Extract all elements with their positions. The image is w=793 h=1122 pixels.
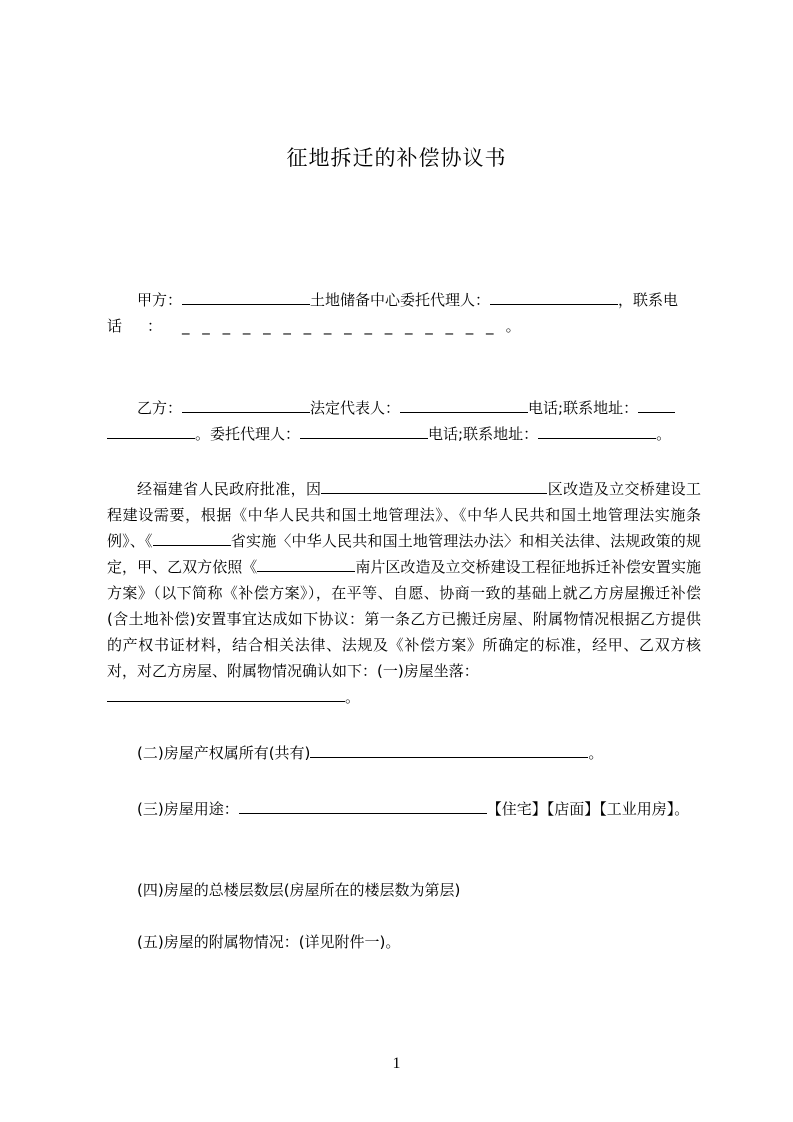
party-a-paragraph (107, 287, 701, 339)
item-2-label: (二)房屋产权属所有(共有) (137, 744, 311, 762)
item-4-text: (四)房屋的总楼层数层(房屋所在的楼层数为第层) (137, 881, 461, 899)
item-2-end: 。 (588, 744, 604, 762)
party-a-phone-word-end: 话 (107, 317, 123, 335)
item-3-paragraph (107, 796, 701, 822)
ownership-blank (310, 740, 588, 758)
party-b-addr2-blank (538, 421, 656, 439)
party-b-addr-blank-cont (107, 421, 195, 439)
party-b-agent-blank (300, 421, 428, 439)
party-a-phone-colon: ： (147, 317, 163, 335)
usage-blank (239, 796, 487, 814)
party-b-end: 。 (656, 425, 672, 443)
item-5-text: (五)房屋的附属物情况：(详见附件一)。 (137, 933, 401, 951)
party-b-name-blank (182, 395, 310, 413)
location-blank (107, 684, 345, 702)
party-b-addr-blank (638, 395, 675, 413)
party-b-agent-label: 。委托代理人： (195, 425, 301, 443)
body-text-5: 。 (345, 688, 361, 706)
party-b-paragraph (107, 395, 701, 447)
item-2-paragraph (107, 740, 701, 766)
party-b-label: 乙方： (137, 399, 183, 417)
party-a-end: 。 (505, 317, 521, 335)
district-blank (321, 476, 547, 494)
item-3-options: 【住宅】【店面】【工业用房】。 (486, 800, 690, 818)
party-a-phone-label: ，联系电 (618, 291, 679, 309)
body-text-3: 省实施〈中华人民共和国土地管理法办法〉和相关法律、法规政策的规定，甲、乙双方依照《 (107, 532, 701, 576)
item-5-paragraph (107, 929, 701, 955)
body-text-1: 经福建省人民政府批准，因 (137, 480, 322, 498)
item-4-paragraph (107, 877, 701, 903)
party-a-phone-dashes: _ _ _ _ _ _ _ _ _ _ _ _ _ _ _ _ (182, 317, 494, 335)
party-b-legal-rep-label: 法定代表人： (310, 399, 401, 417)
party-a-agent-blank (490, 287, 618, 305)
item-3-label: (三)房屋用途： (137, 800, 239, 818)
party-a-name-blank (182, 287, 310, 305)
page-number: 1 (392, 1055, 401, 1072)
page-title: 征地拆迁的补偿协议书 (286, 146, 507, 170)
province-blank (153, 528, 231, 546)
party-b-phone-addr-label: 电话;联系地址： (528, 399, 639, 417)
party-a-agent-label: 土地储备中心委托代理人： (310, 291, 491, 309)
body-text-4: 南片区改造及立交桥建设工程征地拆迁补偿安置实施方案》（以下简称《补偿方案》），在平等、自愿、协商一致的基础上就乙方房屋搬迁补偿(含土地补偿)安置事宜达成如下协议：第一条乙方已搬迁房屋、附属物情况根据乙方提供的产权书证材料，结合相关法律、法规及《补偿方案》所确定的标准，经甲、乙双方核对，对乙方房屋、附属物情况确认如下：(一)房屋坐落： (107, 558, 701, 680)
party-b-phone-addr2-label: 电话;联系地址： (428, 425, 539, 443)
party-b-legal-rep-blank (400, 395, 528, 413)
body-paragraph (107, 476, 701, 710)
plan-name-blank (257, 554, 355, 572)
party-a-label: 甲方： (137, 291, 183, 309)
body-text-2: 区改造及立交桥建设工程建设需要，根据《中华人民共和国土地管理法》、《中华人民共和国土地管理法实施条例》、《 (107, 480, 701, 550)
